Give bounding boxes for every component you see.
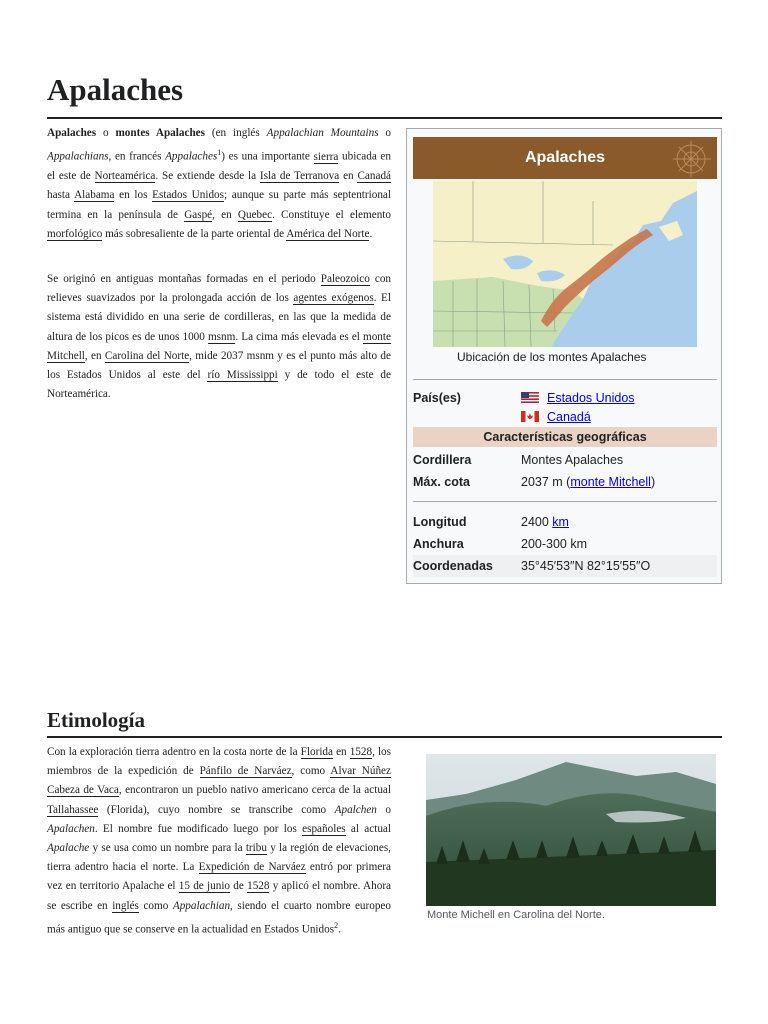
etimologia-paragraph (47, 743, 391, 940)
footnote-ref[interactable]: 2 (334, 920, 339, 930)
inline-link[interactable]: españoles (302, 822, 346, 835)
italic-term: Appalaches (165, 150, 218, 163)
location-map-image (433, 181, 697, 347)
infobox-separator (413, 379, 717, 380)
map-caption: Ubicación de los montes Apalaches (457, 350, 647, 364)
inline-link[interactable]: morfológico (47, 227, 103, 240)
page-title: Apalaches (47, 72, 184, 107)
italic-term: Appalachian Mountains (266, 127, 379, 139)
section-heading-etimologia: Etimología (47, 708, 145, 732)
inline-link[interactable]: Isla de Terranova (259, 170, 340, 183)
inline-link[interactable]: Alvar Núñez Cabeza de Vaca (47, 765, 391, 797)
cordillera-label: Cordillera (413, 453, 472, 467)
inline-link[interactable]: río Mississippi (207, 369, 278, 382)
cota-value (521, 475, 655, 489)
intro-paragraph-2 (47, 270, 391, 404)
inline-link[interactable]: Norteamérica (94, 170, 156, 183)
text-run: , en (84, 349, 105, 362)
italic-term: Appalachians (47, 150, 109, 163)
text-run: (Florida), cuyo nombre se transcribe como (98, 803, 335, 816)
text-run: o (96, 127, 116, 139)
inline-link[interactable]: Tallahassee (47, 803, 99, 816)
text-run: y la región de elevaciones, tierra adentro hacia el norte. La (47, 842, 391, 874)
text-run: con relieves suavizados por la prolongada acción de los (47, 273, 392, 305)
inline-link[interactable]: América del Norte (286, 227, 370, 240)
text-run: hasta (47, 189, 75, 202)
longitud-label: Longitud (413, 515, 467, 529)
text-run: o (378, 127, 392, 139)
inline-link[interactable]: inglés (112, 899, 139, 912)
monte-mitchell-photo[interactable] (426, 754, 716, 906)
link-estados-unidos[interactable]: Estados Unidos (547, 391, 635, 405)
italic-term: Apalchen (334, 803, 377, 816)
longitud-number: 2400 (521, 515, 553, 529)
inline-link[interactable]: 1528 (247, 880, 270, 893)
infobox (406, 128, 722, 584)
photo-caption: Monte Michell en Carolina del Norte. (427, 909, 605, 921)
text-run: , encontraron un pueblo nativo americano cerca de la actual (118, 784, 391, 797)
infobox-title: Apalaches (524, 149, 606, 166)
text-run: inglés (233, 127, 260, 139)
title-rule (47, 117, 722, 119)
text-run: . El sistema está dividido en una serie de cordilleras, en las que la medida de altura de los picos es de unos 1000 (47, 292, 391, 343)
inline-link[interactable]: Estados Unidos (152, 189, 224, 202)
cota-value-prefix: 2037 m ( (521, 475, 571, 489)
inline-link[interactable]: Paleozoico (320, 273, 370, 285)
text-run: , siendo el cuarto nombre europeo más antiguo que se conserve en la actualidad en Estados Unidos (47, 899, 391, 936)
inline-link[interactable]: Pánfilo de Narváez (199, 765, 292, 778)
italic-term: Appalachian (172, 899, 231, 912)
longitud-value (521, 515, 569, 529)
text-run: , mide 2037 msnm y es el punto más alto de los Estados Unidos al este del (47, 349, 391, 382)
text-run: . El nombre fue modificado luego por los (94, 822, 303, 835)
text-run: de (230, 880, 248, 893)
text-run: en los (114, 189, 153, 202)
us-flag-icon (521, 392, 539, 403)
infobox-row-coordenadas (413, 555, 717, 577)
coordenadas-value[interactable]: 35°45′53″N 82°15′55″O (521, 559, 651, 573)
bold-term: Apalaches (47, 127, 97, 139)
inline-link[interactable]: Gaspé (184, 208, 213, 221)
inline-link[interactable]: Carolina del Norte (104, 349, 190, 362)
anchura-value: 200-300 km (521, 537, 588, 551)
text-run: ) es una importante (221, 150, 314, 163)
text-run: . La cima más elevada es el (235, 330, 364, 343)
italic-term: Apalachen (47, 822, 95, 835)
text-run: , como (291, 765, 331, 778)
text-run: , en (212, 208, 238, 221)
text-run: , en francés (108, 150, 166, 163)
inline-link[interactable]: agentes exógenos (293, 292, 374, 305)
italic-term: Apalache (47, 842, 90, 855)
link-canada[interactable]: Canadá (547, 410, 591, 424)
text-run: Con la exploración tierra adentro en la costa norte de la (47, 746, 301, 758)
text-run: o (376, 803, 391, 816)
pais-label: País(es) (413, 391, 461, 405)
inline-link[interactable]: 1528 (349, 746, 373, 758)
text-run: , los miembros de la expedición de (47, 746, 391, 778)
inline-link[interactable]: Florida (300, 746, 333, 758)
text-run: y aplicó el nombre. Ahora se escribe en (47, 880, 392, 912)
text-run: entró por primera vez en territorio Apalache el (47, 861, 391, 893)
inline-link[interactable]: Alabama (74, 189, 115, 202)
inline-link[interactable]: sierra (313, 150, 339, 163)
infobox-separator (413, 501, 717, 502)
mountain-photo-image (426, 754, 716, 906)
inline-link[interactable]: 15 de junio (178, 880, 231, 893)
inline-link[interactable]: monte Mitchell (47, 330, 391, 362)
text-run: y se usa como un nombre para la (89, 842, 246, 855)
text-run: . Se extiende desde la (155, 170, 260, 183)
text-run: ; aunque su parte más septentrional termina en la península de (47, 189, 392, 221)
cota-label: Máx. cota (413, 475, 470, 489)
inline-link[interactable]: Quebec (237, 208, 273, 221)
inline-link[interactable]: tribu (245, 842, 267, 855)
canada-flag-icon (521, 411, 539, 422)
location-map[interactable] (433, 181, 697, 347)
bold-term: montes Apalaches (115, 127, 205, 139)
text-run: en (339, 170, 358, 183)
inline-link[interactable]: Expedición de Narváez (198, 861, 306, 874)
text-run: al actual (345, 822, 391, 835)
text-run: ubicada en el este de (47, 150, 391, 183)
infobox-row-pais (413, 391, 717, 431)
footnote-ref[interactable]: 1 (217, 148, 222, 158)
text-run: más sobresaliente de la parte oriental de (102, 227, 287, 240)
inline-link[interactable]: msnm (207, 330, 236, 343)
text-run: como (138, 899, 173, 912)
cordillera-value: Montes Apalaches (521, 453, 624, 467)
text-run: en (333, 746, 350, 758)
inline-link[interactable]: Canadá (357, 170, 391, 183)
text-run: y de todo el este de Norteamérica. (47, 369, 391, 401)
text-run: . (338, 923, 341, 936)
text-run (260, 127, 267, 139)
link-km[interactable]: km (552, 515, 569, 529)
text-run: . Constituye el elemento (272, 208, 391, 221)
text-run: (en (205, 127, 234, 139)
text-run: . (369, 227, 373, 240)
pais-value-usa (521, 391, 635, 405)
section-rule (47, 736, 722, 738)
pais-value-canada (521, 410, 591, 424)
infobox-title-bar (413, 137, 717, 179)
intro-paragraph-1 (47, 124, 391, 244)
cota-value-suffix: ) (650, 475, 656, 489)
compass-rose-icon (653, 139, 713, 177)
anchura-label: Anchura (413, 537, 464, 551)
text-run: Se originó en antiguas montañas formadas en el periodo (47, 273, 321, 285)
infobox-section-header: Características geográficas (413, 427, 717, 447)
coordenadas-label: Coordenadas (413, 559, 493, 573)
link-monte-mitchell-infobox[interactable]: monte Mitchell (570, 475, 651, 489)
